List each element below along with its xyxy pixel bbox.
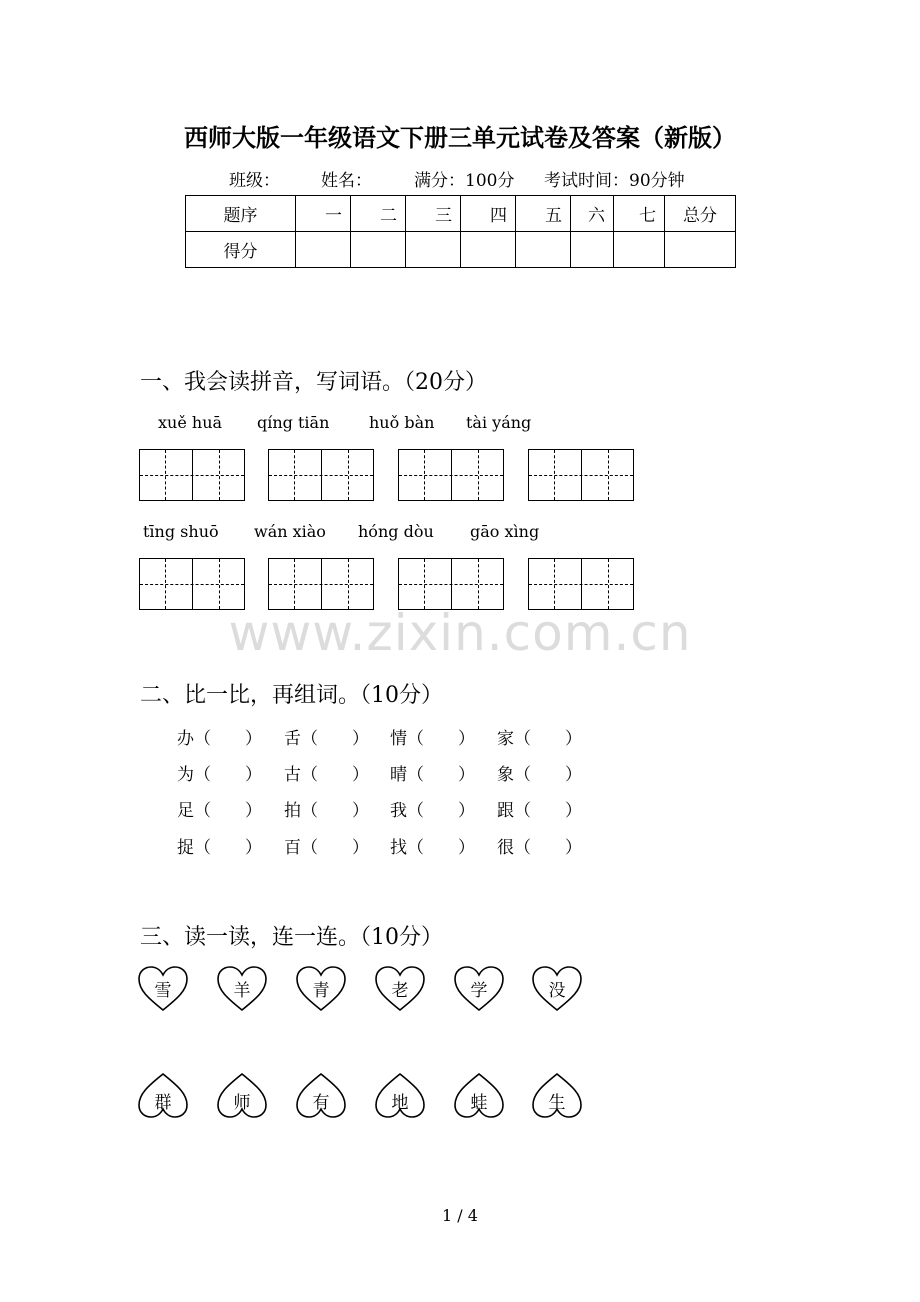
section1-title: 一、我会读拼音，写词语。（20分） [140, 370, 487, 395]
section2-title: 二、比一比，再组词。（10分） [140, 683, 443, 708]
table-cell-col: 五 [516, 196, 571, 232]
word-pair[interactable]: 很（ ） [497, 838, 582, 858]
heart-card[interactable] [532, 966, 582, 1012]
name-label: 姓名： [321, 171, 372, 191]
heart-card[interactable] [454, 1072, 504, 1118]
word-pair[interactable]: 象（ ） [497, 765, 582, 785]
score-input-cell[interactable] [665, 232, 736, 268]
heart-character: 生 [548, 1093, 566, 1113]
word-pair[interactable]: 百（ ） [284, 838, 369, 858]
pinyin-label: gāo xìng [470, 522, 540, 541]
heart-card[interactable] [375, 966, 425, 1012]
pinyin-label: xuě huā [158, 413, 223, 432]
writing-grid[interactable] [528, 558, 634, 610]
writing-grid[interactable] [398, 449, 504, 501]
exam-time: 考试时间：90分钟 [544, 171, 685, 191]
pinyin-label: qíng tiān [257, 413, 330, 432]
word-pair[interactable]: 捉（ ） [177, 838, 262, 858]
heart-character: 群 [154, 1093, 172, 1113]
page-number: 1 / 4 [442, 1206, 478, 1225]
heart-card[interactable] [138, 1072, 188, 1118]
table-cell-col: 六 [571, 196, 614, 232]
writing-grid[interactable] [268, 449, 374, 501]
word-row [0, 760, 920, 785]
word-pair[interactable]: 拍（ ） [284, 801, 369, 821]
heart-character: 老 [391, 981, 409, 1001]
heart-card[interactable] [454, 966, 504, 1012]
table-cell-label: 题序 [186, 196, 296, 232]
pinyin-label: tài yáng [466, 413, 532, 432]
watermark: www.zixin.com.cn [228, 604, 692, 662]
page-title: 西师大版一年级语文下册三单元试卷及答案（新版） [184, 123, 736, 152]
word-pair[interactable]: 古（ ） [284, 765, 369, 785]
writing-grid[interactable] [398, 558, 504, 610]
heart-character: 师 [233, 1093, 251, 1113]
heart-card[interactable] [138, 966, 188, 1012]
score-table [185, 195, 736, 268]
table-cell-col: 三 [406, 196, 461, 232]
pinyin-label: huǒ bàn [369, 413, 435, 432]
heart-character: 没 [548, 981, 566, 1001]
heart-character: 雪 [154, 981, 172, 1001]
writing-grid[interactable] [268, 558, 374, 610]
table-cell-total: 总分 [665, 196, 736, 232]
pinyin-label: hóng dòu [358, 522, 434, 541]
word-pair[interactable]: 我（ ） [390, 801, 475, 821]
section3-title: 三、读一读，连一连。（10分） [140, 925, 443, 950]
score-input-cell[interactable] [516, 232, 571, 268]
word-pair[interactable]: 为（ ） [177, 765, 262, 785]
heart-card[interactable] [217, 966, 267, 1012]
table-cell-col: 四 [461, 196, 516, 232]
table-cell-col: 二 [351, 196, 406, 232]
pinyin-label: tīng shuō [143, 522, 219, 541]
score-input-cell[interactable] [571, 232, 614, 268]
word-pair[interactable]: 舌（ ） [284, 729, 369, 749]
heart-character: 羊 [233, 981, 251, 1001]
heart-card[interactable] [375, 1072, 425, 1118]
table-cell-col: 七 [614, 196, 665, 232]
table-cell-label: 得分 [186, 232, 296, 268]
heart-card[interactable] [217, 1072, 267, 1118]
score-input-cell[interactable] [351, 232, 406, 268]
writing-grid[interactable] [528, 449, 634, 501]
full-score: 满分：100分 [414, 171, 515, 191]
score-input-cell[interactable] [614, 232, 665, 268]
class-label: 班级： [229, 171, 280, 191]
heart-card[interactable] [296, 966, 346, 1012]
heart-character: 有 [312, 1093, 330, 1113]
score-table-score-row [186, 232, 736, 268]
word-pair[interactable]: 家（ ） [497, 729, 582, 749]
word-pair[interactable]: 找（ ） [390, 838, 475, 858]
writing-grid[interactable] [139, 449, 245, 501]
pinyin-label: wán xiào [254, 522, 326, 541]
score-table-header-row [186, 196, 736, 232]
heart-card[interactable] [296, 1072, 346, 1118]
word-pair[interactable]: 情（ ） [390, 729, 475, 749]
heart-card[interactable] [532, 1072, 582, 1118]
word-row [0, 833, 920, 858]
word-row [0, 724, 920, 749]
score-input-cell[interactable] [406, 232, 461, 268]
table-cell-col: 一 [296, 196, 351, 232]
score-input-cell[interactable] [296, 232, 351, 268]
word-pair[interactable]: 足（ ） [177, 801, 262, 821]
heart-character: 青 [312, 981, 330, 1001]
score-input-cell[interactable] [461, 232, 516, 268]
word-pair[interactable]: 跟（ ） [497, 801, 582, 821]
heart-character: 学 [470, 981, 488, 1001]
heart-character: 蛙 [470, 1093, 488, 1113]
writing-grid[interactable] [139, 558, 245, 610]
word-pair[interactable]: 办（ ） [177, 729, 262, 749]
heart-character: 地 [391, 1093, 409, 1113]
word-row [0, 796, 920, 821]
word-pair[interactable]: 晴（ ） [390, 765, 475, 785]
